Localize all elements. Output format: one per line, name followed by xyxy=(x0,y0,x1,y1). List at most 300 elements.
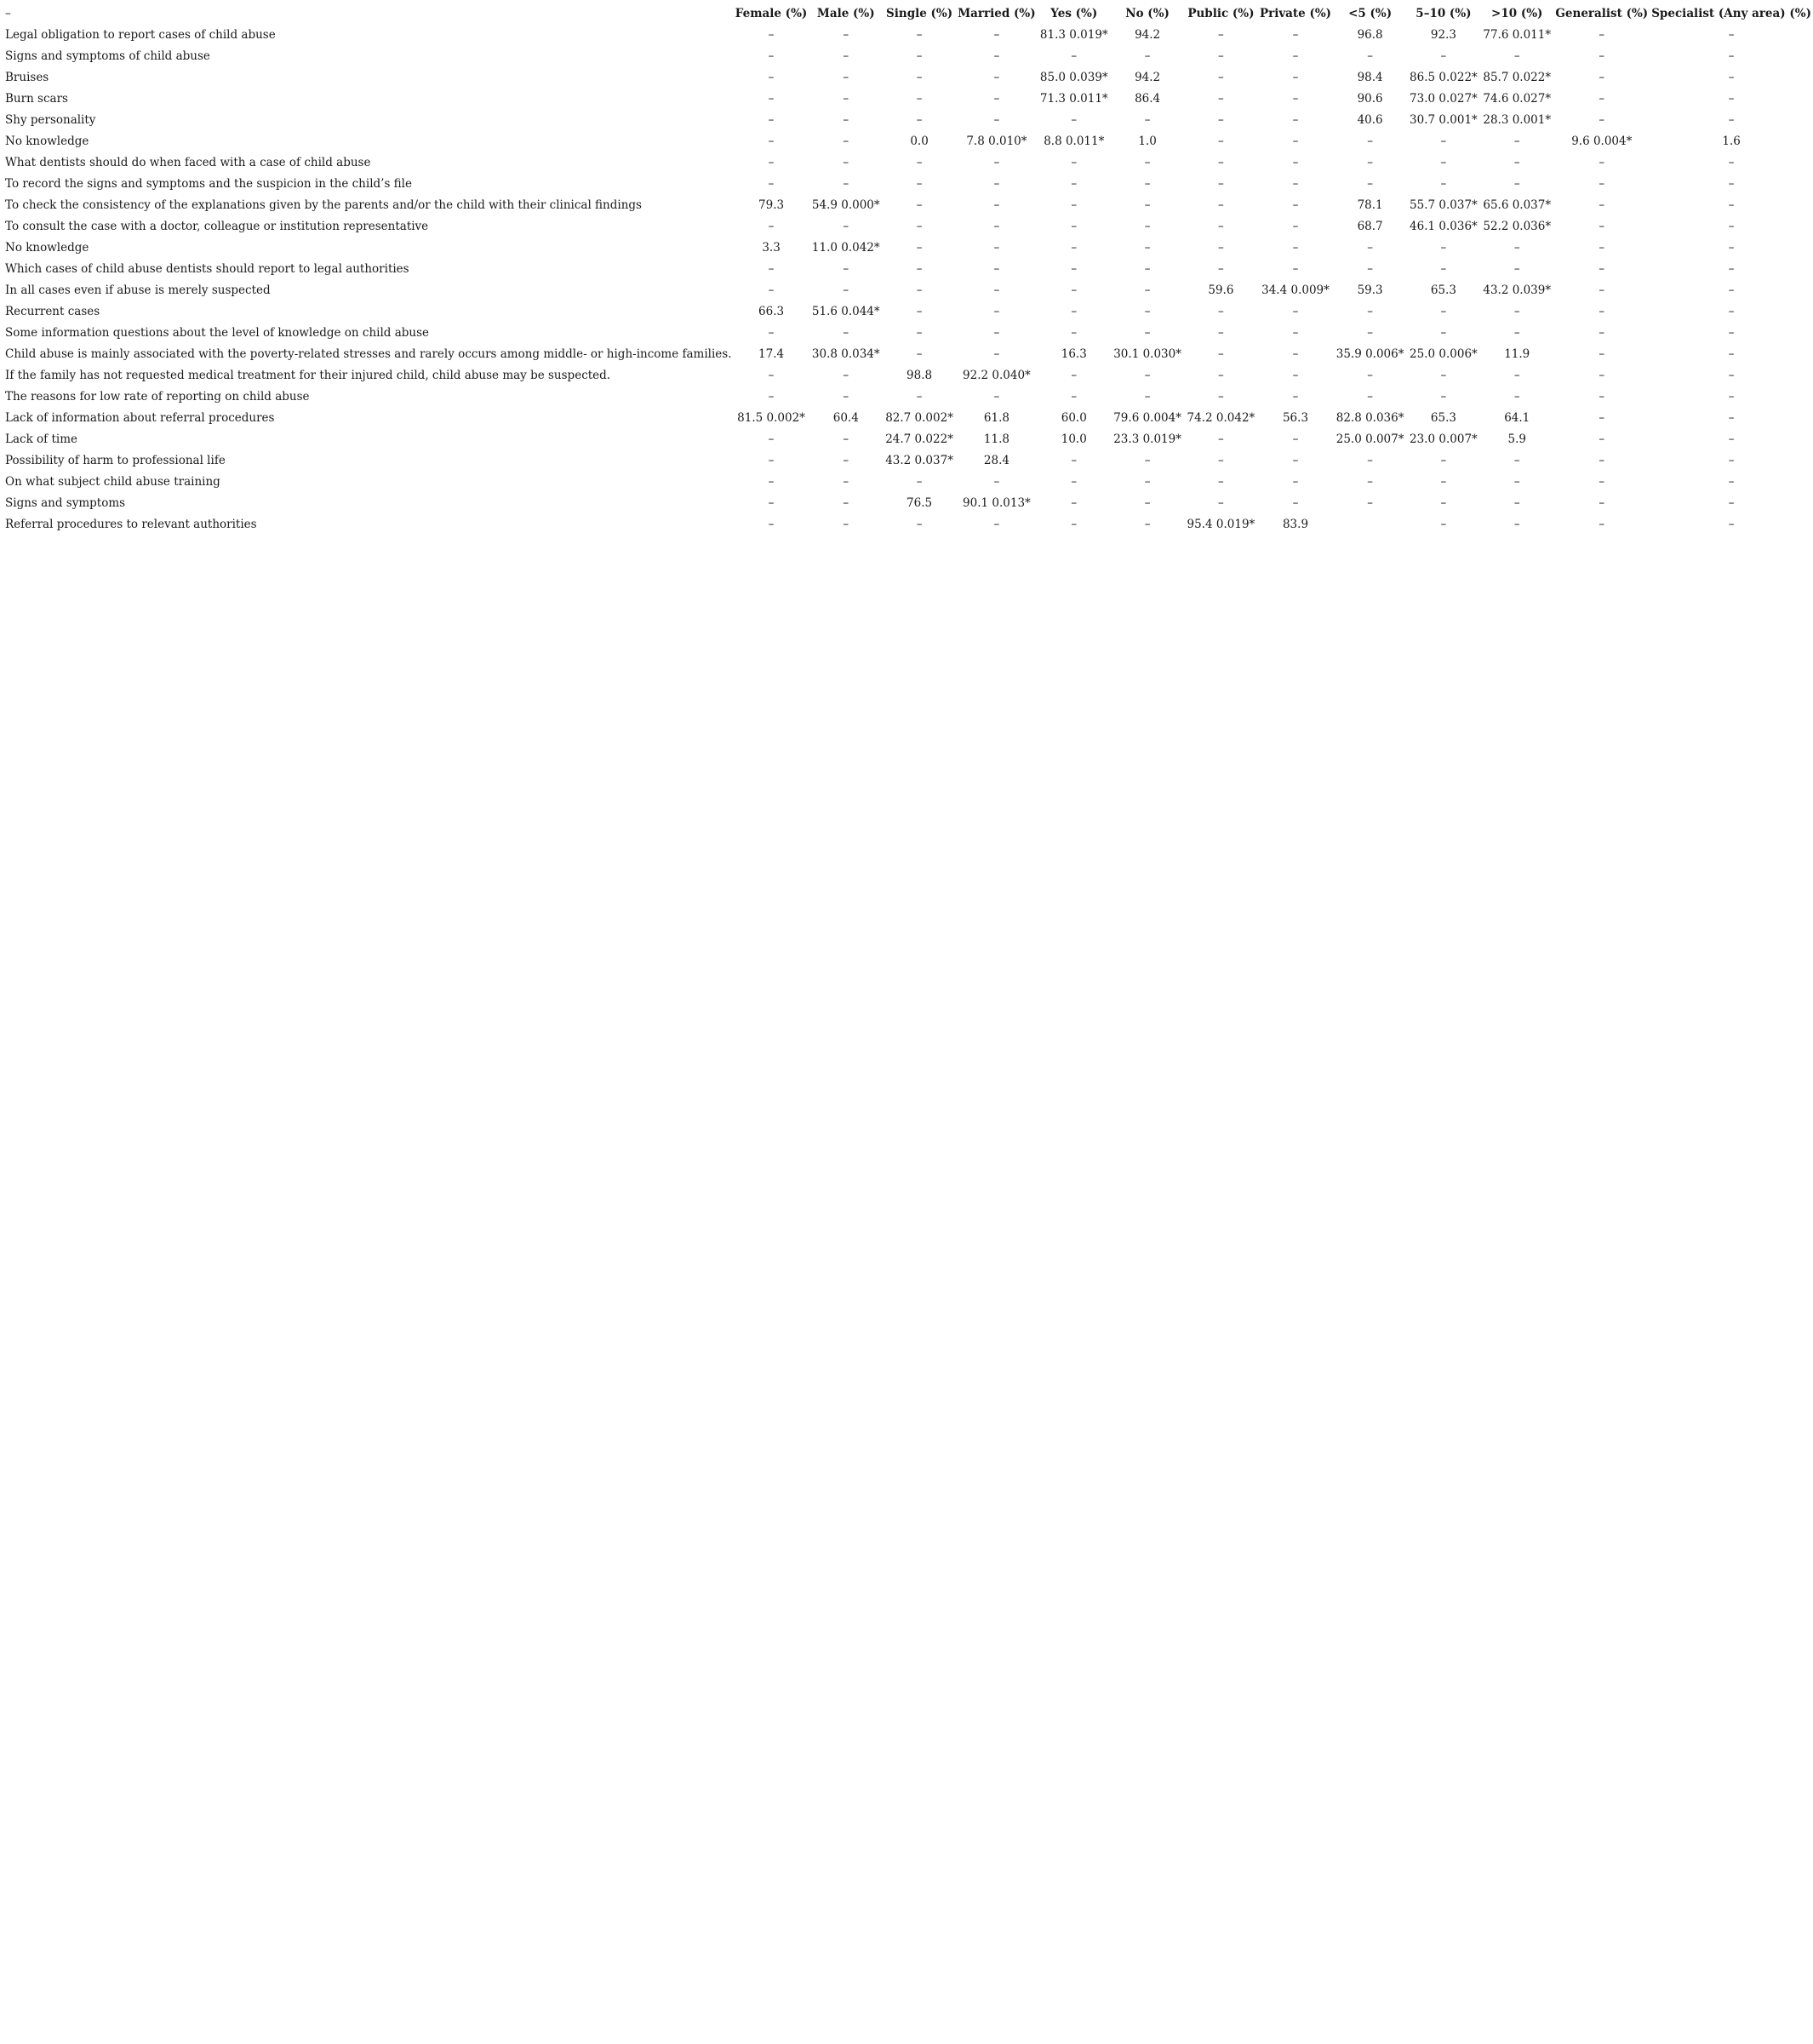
table-cell: – xyxy=(916,71,923,84)
table-cell: – xyxy=(1728,347,1735,361)
table-row xyxy=(3,216,1813,238)
table-cell: – xyxy=(1218,390,1224,404)
table-row xyxy=(3,386,1813,408)
table-cell: 35.9 0.006* xyxy=(1335,347,1404,361)
table-cell: – xyxy=(1728,432,1735,446)
table-cell: – xyxy=(843,156,849,169)
table-cell: – xyxy=(1440,156,1447,169)
table-cell: – xyxy=(1599,28,1605,42)
table-cell: – xyxy=(1513,454,1520,467)
table-cell: – xyxy=(1440,518,1447,531)
table-cell: – xyxy=(1292,113,1299,127)
table-cell: – xyxy=(1728,71,1735,84)
table-cell: – xyxy=(1440,326,1447,340)
table-cell: – xyxy=(1599,518,1605,531)
table-cell: – xyxy=(916,113,923,127)
table-cell: – xyxy=(768,432,775,446)
table-cell: – xyxy=(1144,156,1151,169)
table-cell: 83.9 xyxy=(1282,518,1309,531)
table-cell: – xyxy=(1440,454,1447,467)
table-cell: – xyxy=(1292,198,1299,212)
table-cell: – xyxy=(1292,241,1299,255)
table-cell: – xyxy=(993,113,1000,127)
table-row xyxy=(3,450,1813,472)
table-cell: – xyxy=(843,262,849,276)
table-cell: – xyxy=(1599,390,1605,404)
table-cell: – xyxy=(916,283,923,297)
table-cell: – xyxy=(916,326,923,340)
table-row xyxy=(3,323,1813,344)
table-cell: – xyxy=(1599,454,1605,467)
table-cell: 85.7 0.022* xyxy=(1483,71,1552,84)
table-cell: – xyxy=(1513,390,1520,404)
table-cell: – xyxy=(1071,390,1078,404)
table-cell: – xyxy=(1218,262,1224,276)
table-cell: – xyxy=(993,326,1000,340)
table-cell: 9.6 0.004* xyxy=(1571,135,1633,148)
table-cell: 73.0 0.027* xyxy=(1410,92,1478,106)
table-cell: 52.2 0.036* xyxy=(1483,220,1552,233)
table-cell: – xyxy=(1513,475,1520,489)
table-row xyxy=(3,152,1813,174)
table-cell: 60.4 xyxy=(832,411,859,425)
table-cell: – xyxy=(1728,283,1735,297)
table-cell: 56.3 xyxy=(1282,411,1309,425)
table-cell: – xyxy=(1218,496,1224,510)
table-cell: – xyxy=(843,92,849,106)
table-cell: – xyxy=(1440,369,1447,382)
table-cell: – xyxy=(1144,177,1151,191)
table-cell: – xyxy=(1292,390,1299,404)
table-cell: – xyxy=(1728,496,1735,510)
table-cell: – xyxy=(1071,475,1078,489)
table-cell: – xyxy=(843,113,849,127)
table-cell: – xyxy=(1218,156,1224,169)
table-cell: – xyxy=(916,220,923,233)
table-cell: – xyxy=(1071,283,1078,297)
header-cell-no: No (%) xyxy=(1125,7,1170,20)
table-cell: – xyxy=(916,518,923,531)
table-cell: – xyxy=(768,220,775,233)
table-cell: – xyxy=(1728,390,1735,404)
table-cell: – xyxy=(1071,177,1078,191)
table-cell: 66.3 xyxy=(758,305,785,318)
table-cell: – xyxy=(1513,326,1520,340)
table-cell: – xyxy=(1144,49,1151,63)
table-cell: – xyxy=(1292,92,1299,106)
table-cell: – xyxy=(1367,475,1373,489)
table-cell: – xyxy=(1599,71,1605,84)
table-cell: – xyxy=(1728,177,1735,191)
table-cell: – xyxy=(1218,198,1224,212)
table-cell: – xyxy=(768,283,775,297)
table-cell: – xyxy=(1292,262,1299,276)
table-row xyxy=(3,174,1813,195)
table-cell: 74.2 0.042* xyxy=(1187,411,1255,425)
table-cell: 46.1 0.036* xyxy=(1410,220,1478,233)
table-cell: – xyxy=(1728,454,1735,467)
table-cell: 11.0 0.042* xyxy=(811,241,880,255)
table-cell: 43.2 0.037* xyxy=(885,454,953,467)
table-cell: – xyxy=(1599,369,1605,382)
row-label: To consult the case with a doctor, colleague or institution representative xyxy=(5,220,429,233)
table-row xyxy=(3,280,1813,301)
table-cell: – xyxy=(1218,28,1224,42)
row-label: No knowledge xyxy=(5,135,89,148)
row-label: Signs and symptoms xyxy=(5,496,126,510)
table-cell: – xyxy=(1440,262,1447,276)
table-cell: – xyxy=(916,305,923,318)
table-cell: – xyxy=(1292,326,1299,340)
table-cell: – xyxy=(1728,92,1735,106)
table-cell: – xyxy=(916,262,923,276)
table-cell: – xyxy=(1599,283,1605,297)
table-cell: – xyxy=(1292,28,1299,42)
table-cell: – xyxy=(1513,305,1520,318)
table-cell: – xyxy=(1218,135,1224,148)
table-cell: – xyxy=(768,156,775,169)
table-cell: – xyxy=(1218,326,1224,340)
table-body xyxy=(3,25,1813,535)
table-cell: – xyxy=(1367,49,1373,63)
table-cell: 1.6 xyxy=(1722,135,1741,148)
table-cell: – xyxy=(993,220,1000,233)
table-cell: – xyxy=(1728,156,1735,169)
table-cell: – xyxy=(1599,305,1605,318)
table-cell: – xyxy=(843,432,849,446)
header-cell-specialist: Specialist (Any area) (%) xyxy=(1651,7,1811,20)
table-cell: 7.8 0.010* xyxy=(966,135,1027,148)
table-cell: 90.6 xyxy=(1357,92,1383,106)
table-cell: 34.4 0.009* xyxy=(1261,283,1330,297)
table-cell: 11.8 xyxy=(983,432,1009,446)
table-cell: – xyxy=(1071,369,1078,382)
table-cell: – xyxy=(768,177,775,191)
table-cell: – xyxy=(1440,177,1447,191)
table-cell: – xyxy=(1728,198,1735,212)
table-cell: – xyxy=(1218,92,1224,106)
table-cell: 86.4 xyxy=(1135,92,1161,106)
table-cell: – xyxy=(768,454,775,467)
table-cell: – xyxy=(1071,198,1078,212)
header-cell-single: Single (%) xyxy=(886,7,953,20)
table-cell: 68.7 xyxy=(1357,220,1383,233)
table-cell: – xyxy=(1144,475,1151,489)
table-cell: 65.6 0.037* xyxy=(1483,198,1552,212)
table-cell: – xyxy=(1367,496,1373,510)
table-cell: – xyxy=(1728,262,1735,276)
table-cell: – xyxy=(993,390,1000,404)
table-cell: – xyxy=(1218,220,1224,233)
table-cell: – xyxy=(1728,28,1735,42)
table-cell: 65.3 xyxy=(1430,283,1456,297)
table-cell: – xyxy=(1292,156,1299,169)
table-cell: – xyxy=(916,390,923,404)
row-label: Legal obligation to report cases of child abuse xyxy=(5,28,276,42)
table-cell: – xyxy=(916,28,923,42)
table-cell: 40.6 xyxy=(1357,113,1383,127)
table-cell: – xyxy=(1367,156,1373,169)
row-label: Recurrent cases xyxy=(5,305,100,318)
table-cell: – xyxy=(1144,262,1151,276)
table-cell: – xyxy=(1071,305,1078,318)
table-cell: – xyxy=(993,241,1000,255)
table-cell: 23.3 0.019* xyxy=(1113,432,1181,446)
table-cell: 71.3 0.011* xyxy=(1039,92,1108,106)
table-cell: 23.0 0.007* xyxy=(1410,432,1478,446)
table-cell: 95.4 0.019* xyxy=(1187,518,1255,531)
table-cell: – xyxy=(1144,496,1151,510)
table-cell: – xyxy=(1367,390,1373,404)
table-cell: – xyxy=(843,369,849,382)
row-label: Signs and symptoms of child abuse xyxy=(5,49,210,63)
table-row xyxy=(3,195,1813,216)
table-cell: – xyxy=(1071,262,1078,276)
table-cell: – xyxy=(1440,241,1447,255)
table-cell: – xyxy=(1218,347,1224,361)
table-cell: 76.5 xyxy=(906,496,933,510)
table-cell: – xyxy=(1292,305,1299,318)
table-cell: 3.3 xyxy=(762,241,781,255)
table-cell: – xyxy=(768,49,775,63)
table-cell: – xyxy=(768,28,775,42)
table-cell: – xyxy=(993,156,1000,169)
table-cell: – xyxy=(768,518,775,531)
table-cell: – xyxy=(1599,198,1605,212)
table-cell: 25.0 0.006* xyxy=(1410,347,1478,361)
table-row xyxy=(3,25,1813,46)
row-label: In all cases even if abuse is merely suspected xyxy=(5,283,271,297)
table-cell: 11.9 xyxy=(1504,347,1530,361)
table-cell: – xyxy=(1218,369,1224,382)
table-row xyxy=(3,110,1813,131)
table-cell: – xyxy=(1292,347,1299,361)
table-cell: – xyxy=(916,92,923,106)
table-cell: – xyxy=(843,220,849,233)
table-row xyxy=(3,514,1813,535)
table-row xyxy=(3,131,1813,152)
table-cell: – xyxy=(1292,177,1299,191)
row-label: No knowledge xyxy=(5,241,89,255)
table-cell: 96.8 xyxy=(1357,28,1383,42)
table-cell: – xyxy=(1144,220,1151,233)
row-label: Some information questions about the level of knowledge on child abuse xyxy=(5,326,430,340)
table-cell: – xyxy=(1367,135,1373,148)
table-cell: – xyxy=(1599,92,1605,106)
table-cell: 79.6 0.004* xyxy=(1113,411,1181,425)
table-cell: 82.8 0.036* xyxy=(1335,411,1404,425)
row-label: Which cases of child abuse dentists should report to legal authorities xyxy=(5,262,409,276)
header-cell-yes: Yes (%) xyxy=(1050,7,1098,20)
table-cell: – xyxy=(843,390,849,404)
row-label: What dentists should do when faced with a case of child abuse xyxy=(5,156,371,169)
table-cell: 51.6 0.044* xyxy=(811,305,880,318)
table-cell: – xyxy=(1367,262,1373,276)
table-cell: – xyxy=(843,135,849,148)
table-cell: – xyxy=(1144,390,1151,404)
table-cell: – xyxy=(993,198,1000,212)
table-cell: – xyxy=(993,71,1000,84)
table-cell: – xyxy=(1144,454,1151,467)
table-cell: 59.6 xyxy=(1208,283,1234,297)
table-row xyxy=(3,493,1813,514)
table-cell: – xyxy=(916,347,923,361)
table-cell: – xyxy=(843,326,849,340)
table-cell: – xyxy=(1218,432,1224,446)
table-cell: 54.9 0.000* xyxy=(811,198,880,212)
table-row xyxy=(3,344,1813,365)
table-cell: – xyxy=(1292,454,1299,467)
row-label: Lack of time xyxy=(5,432,77,446)
table-cell: – xyxy=(1599,241,1605,255)
table-cell: 30.1 0.030* xyxy=(1113,347,1181,361)
header-cell-5-10: 5–10 (%) xyxy=(1416,7,1472,20)
header-cell-generalist: Generalist (%) xyxy=(1555,7,1649,20)
table-cell: – xyxy=(1440,475,1447,489)
header-cell-public: Public (%) xyxy=(1187,7,1255,20)
header-cell-private: Private (%) xyxy=(1259,7,1332,20)
table-cell: 59.3 xyxy=(1357,283,1383,297)
table-cell: 28.4 xyxy=(983,454,1009,467)
table-cell: – xyxy=(1728,113,1735,127)
table-cell: 16.3 xyxy=(1061,347,1087,361)
table-cell: – xyxy=(843,177,849,191)
table-cell: – xyxy=(1599,113,1605,127)
table-cell: – xyxy=(1367,369,1373,382)
table-cell: – xyxy=(1218,241,1224,255)
table-cell: – xyxy=(843,518,849,531)
row-label: The reasons for low rate of reporting on child abuse xyxy=(5,390,310,404)
table-cell: – xyxy=(768,369,775,382)
row-label: Shy personality xyxy=(5,113,96,127)
table-cell: – xyxy=(1599,411,1605,425)
table-cell: – xyxy=(993,49,1000,63)
table-cell: – xyxy=(1144,305,1151,318)
table-cell: – xyxy=(916,475,923,489)
table-cell: – xyxy=(1144,326,1151,340)
table-cell: – xyxy=(768,71,775,84)
table-cell: 92.3 xyxy=(1430,28,1456,42)
table-cell: – xyxy=(993,347,1000,361)
table-cell: – xyxy=(1513,177,1520,191)
header-cell-gt10: >10 (%) xyxy=(1491,7,1543,20)
table-row xyxy=(3,301,1813,323)
table-cell: – xyxy=(1728,369,1735,382)
table-cell: – xyxy=(993,518,1000,531)
table-cell: – xyxy=(1218,305,1224,318)
table-row xyxy=(3,429,1813,450)
table-cell: – xyxy=(1728,475,1735,489)
header-cell-married: Married (%) xyxy=(958,7,1036,20)
header-cell-lt5: <5 (%) xyxy=(1348,7,1393,20)
table-cell: 85.0 0.039* xyxy=(1039,71,1108,84)
table-row xyxy=(3,238,1813,259)
table-cell: – xyxy=(1513,241,1520,255)
table-cell: 98.8 xyxy=(906,369,933,382)
table-cell: – xyxy=(1292,220,1299,233)
table-cell: – xyxy=(1728,326,1735,340)
table-cell: 60.0 xyxy=(1061,411,1087,425)
table-cell: – xyxy=(768,326,775,340)
table-cell: – xyxy=(1728,241,1735,255)
table-cell: – xyxy=(1071,454,1078,467)
table-cell: 8.8 0.011* xyxy=(1044,135,1105,148)
table-cell: – xyxy=(1728,220,1735,233)
table-cell: – xyxy=(1367,241,1373,255)
table-cell: – xyxy=(843,475,849,489)
table-cell: – xyxy=(1144,283,1151,297)
table-cell: – xyxy=(768,390,775,404)
table-cell: – xyxy=(1513,262,1520,276)
table-cell: – xyxy=(1513,156,1520,169)
table-cell: – xyxy=(1367,177,1373,191)
row-label: Referral procedures to relevant authorities xyxy=(5,518,257,531)
table-cell: – xyxy=(1440,496,1447,510)
table-cell: – xyxy=(916,177,923,191)
table-cell: – xyxy=(843,283,849,297)
table-row xyxy=(3,89,1813,110)
table-cell: – xyxy=(1071,326,1078,340)
table-cell: – xyxy=(993,28,1000,42)
table-cell: – xyxy=(768,92,775,106)
table-cell: – xyxy=(1599,220,1605,233)
table-header-row xyxy=(3,3,1813,25)
table-cell: – xyxy=(1367,326,1373,340)
table-cell: – xyxy=(993,177,1000,191)
table-cell: – xyxy=(1292,496,1299,510)
table-cell: – xyxy=(1599,432,1605,446)
table-cell: – xyxy=(843,71,849,84)
table-cell: – xyxy=(1728,49,1735,63)
table-cell: – xyxy=(1599,262,1605,276)
table-cell: 65.3 xyxy=(1430,411,1456,425)
table-row xyxy=(3,472,1813,493)
table-cell: – xyxy=(916,49,923,63)
table-cell: 61.8 xyxy=(983,411,1009,425)
table-cell: – xyxy=(1144,241,1151,255)
table-cell: – xyxy=(843,49,849,63)
table-cell: 30.7 0.001* xyxy=(1410,113,1478,127)
results-table xyxy=(3,3,1813,535)
table-row xyxy=(3,365,1813,386)
table-cell: – xyxy=(1367,454,1373,467)
table-cell: 24.7 0.022* xyxy=(885,432,953,446)
table-cell: – xyxy=(1071,496,1078,510)
table-cell: 86.5 0.022* xyxy=(1410,71,1478,84)
table-cell: 81.3 0.019* xyxy=(1039,28,1108,42)
table-cell: – xyxy=(1599,326,1605,340)
table-cell: – xyxy=(1440,390,1447,404)
row-label: To check the consistency of the explanations given by the parents and/or the child with their clinical findings xyxy=(5,198,642,212)
table-cell: – xyxy=(843,496,849,510)
table-cell: – xyxy=(1292,135,1299,148)
table-cell: – xyxy=(768,135,775,148)
table-cell: – xyxy=(1599,156,1605,169)
table-cell: – xyxy=(1292,71,1299,84)
table-cell: – xyxy=(1599,496,1605,510)
table-row xyxy=(3,259,1813,280)
table-cell: 5.9 xyxy=(1507,432,1526,446)
table-cell: 25.0 0.007* xyxy=(1335,432,1404,446)
table-cell: – xyxy=(1440,135,1447,148)
table-cell: 74.6 0.027* xyxy=(1483,92,1552,106)
row-label: Possibility of harm to professional life xyxy=(5,454,226,467)
table-cell: 17.4 xyxy=(758,347,785,361)
table-cell: – xyxy=(1292,475,1299,489)
table-cell: – xyxy=(1728,411,1735,425)
table-cell: – xyxy=(993,92,1000,106)
table-cell: – xyxy=(768,496,775,510)
